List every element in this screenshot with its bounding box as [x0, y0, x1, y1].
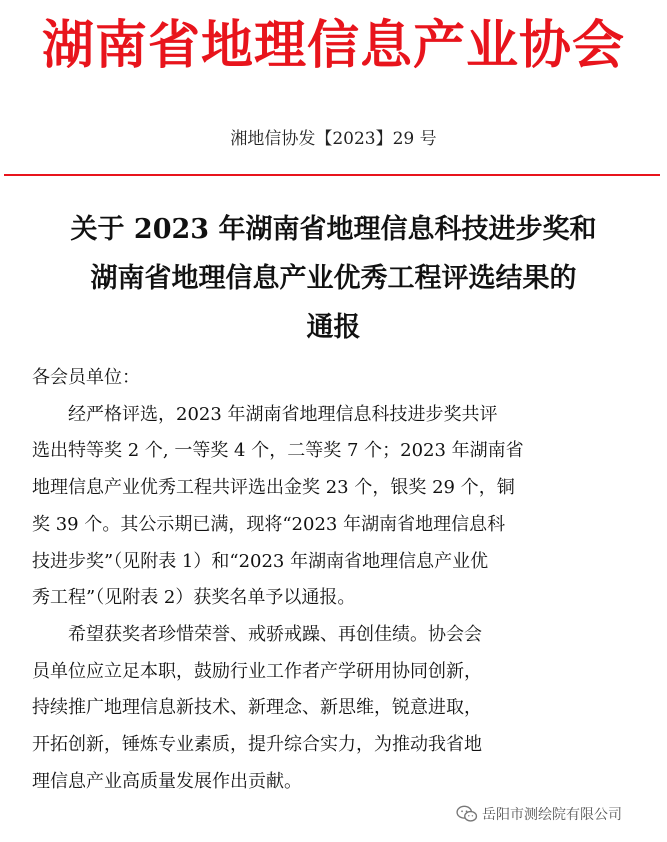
paragraph-line: 经严格评选，2023 年湖南省地理信息科技进步奖共评 [68, 403, 498, 425]
paragraph-line: 希望获奖者珍惜荣誉、戒骄戒躁、再创佳绩。协会会 [68, 623, 482, 645]
red-divider-line [4, 174, 660, 176]
paragraph-line: 选出特等奖 2 个, 一等奖 4 个，二等奖 7 个；2023 年湖南省 [32, 440, 524, 462]
wechat-icon [456, 805, 478, 823]
watermark-text: 岳阳市测绘院有限公司 [482, 807, 622, 823]
document-title [0, 205, 667, 352]
paragraph-1 [32, 397, 632, 617]
paragraph-line: 理信息产业高质量发展作出贡献。 [32, 770, 302, 792]
title-line-1: 关于 2023 年湖南省地理信息科技进步奖和 [70, 214, 597, 245]
paragraph-line: 持续推广地理信息新技术、新理念、新思维，锐意进取， [32, 697, 482, 719]
paragraph-line: 技进步奖”（见附表 1）和“2023 年湖南省地理信息产业优 [32, 550, 489, 572]
paragraph-line: 地理信息产业优秀工程共评选出金奖 23 个，银奖 29 个，铜 [32, 477, 515, 499]
document-body [32, 360, 632, 800]
org-masthead: 湖南省地理信息产业协会 [41, 16, 625, 76]
paragraph-line: 开拓创新，锤炼专业素质，提升综合实力，为推动我省地 [32, 734, 482, 756]
document-number: 湘地信协发【2023】29 号 [230, 129, 437, 149]
source-watermark [452, 800, 626, 828]
paragraph-line: 员单位应立足本职，鼓励行业工作者产学研用协同创新， [32, 660, 482, 682]
title-line-2: 湖南省地理信息产业优秀工程评选结果的 [90, 263, 577, 294]
paragraph-line: 秀工程”（见附表 2）获奖名单予以通报。 [32, 587, 356, 609]
paragraph-line: 奖 39 个。其公示期已满，现将“2023 年湖南省地理信息科 [32, 513, 506, 535]
title-line-3: 通报 [306, 312, 361, 343]
salutation: 各会员单位： [32, 367, 140, 388]
paragraph-2 [32, 617, 632, 801]
